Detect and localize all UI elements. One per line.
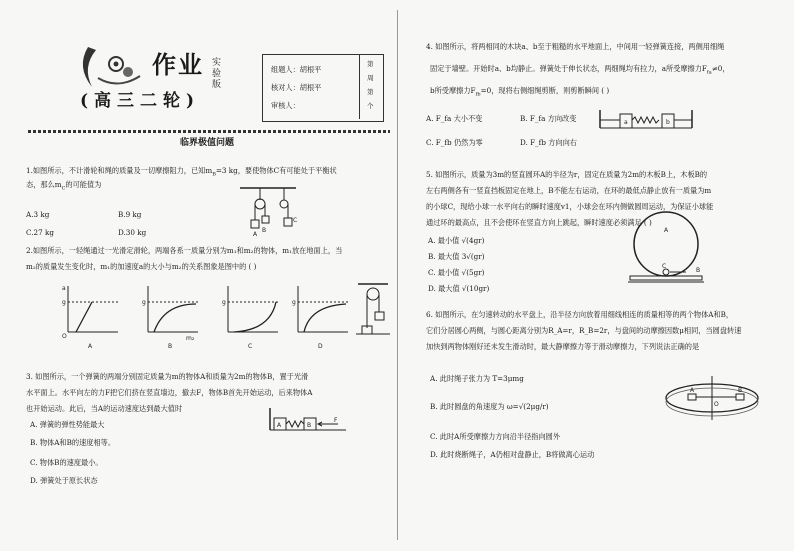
q1-line2 (26, 180, 101, 193)
q2-axis-a: a (62, 285, 66, 292)
q6-line1: 6. 如图所示，在匀速转动的水平盘上，沿半径方向放着用细线相连的质量相等的两个物体A和B， (426, 310, 734, 319)
q4-line2-sub: fa (706, 69, 712, 76)
title-divider (28, 130, 390, 133)
q2-axis-g: g (142, 299, 146, 306)
q3-option-c[interactable]: C. 物体B的速度最小。 (30, 458, 103, 467)
q6-disc-figure (660, 376, 760, 422)
q3-fig-label-a: A (277, 422, 282, 429)
q5-fig-label-a: A (664, 227, 669, 234)
right-column (398, 0, 794, 551)
q6-option-a[interactable]: A. 此时绳子张力为 T=3μmg (430, 374, 524, 383)
q3-line2: 水平面上。水平向左的力F把它们挤在竖直墙边，撤去F，物体B首先开始运动，后来物体A (26, 388, 313, 397)
edition-char: 版 (212, 80, 222, 90)
header-subtitle: (高三二轮) (80, 91, 201, 111)
info-box (262, 54, 384, 122)
q5-line4: 通过环的最高点，且不会使环在竖直方向上跳起，瞬时速度必须满足 ( ) (426, 218, 652, 227)
q2-graph-b[interactable] (142, 286, 198, 350)
q1-option-c[interactable]: C.27 kg (26, 228, 54, 237)
q1-option-a[interactable]: A.3 kg (26, 210, 50, 219)
q1-sub2: C (61, 185, 66, 192)
edition-char: 验 (212, 69, 222, 79)
q5-ring-figure (626, 210, 706, 282)
q5-fig-label-c: C (662, 263, 667, 270)
header-edition (212, 58, 224, 91)
q3-fig-label-b: B (307, 422, 312, 429)
q4-line2-text: 固定于墙壁。开始时a、b均静止。弹簧处于伸长状态，两细绳均有拉力，a所受摩擦力F (430, 64, 707, 73)
q2-axis-o: O (62, 333, 67, 340)
q5-fig-label-b: B (696, 267, 701, 274)
q6-fig-label-b: B (738, 387, 743, 394)
q4-fig-label-b: b (666, 119, 670, 126)
composer-label: 组题人：胡根平 (271, 65, 322, 74)
q3-spring-figure (268, 408, 348, 432)
q4-option-a[interactable]: A. F_fa 大小不变 (426, 114, 483, 123)
q6-fig-label-o: O (714, 401, 719, 408)
q5-line1: 5. 如图所示，质量为3m的竖直圆环A的半径为r，固定在质量为2m的木板B上，木板B的 (426, 170, 708, 179)
q1-text4: 的可能值为 (65, 180, 102, 189)
q6-option-d[interactable]: D. 此时烧断绳子，A仍相对盘静止，B将做离心运动 (430, 450, 595, 459)
q4-line3-text: b所受摩擦力F (430, 86, 476, 95)
period-char: 第 (367, 88, 374, 96)
q4-spring-figure (598, 108, 694, 130)
q6-fig-label-a: A (690, 387, 695, 394)
q2-pulley-figure (356, 284, 390, 334)
q1-text2: =3 kg，要使物体C有可能处于平衡状 (215, 166, 337, 175)
q2-graph-c[interactable] (222, 286, 278, 350)
q2-axis-g: g (222, 299, 226, 306)
q4-fig-label-a: a (624, 119, 628, 126)
q3-line3: 也开始运动。此后，当A的运动速度达到最大值时 (26, 404, 183, 413)
q2-axis-g: g (292, 299, 296, 306)
q4-option-c[interactable]: C. F_fb 仍然为零 (426, 138, 483, 147)
edition-char: 实 (212, 58, 222, 68)
q2-label-a: A (88, 343, 93, 350)
q6-option-c[interactable]: C. 此时A所受摩擦力方向沿半径指向圆外 (430, 432, 561, 441)
q3-fig-label-f: F (334, 417, 338, 424)
period-char: 周 (367, 74, 374, 82)
crescent-logo-icon (78, 42, 148, 92)
q1-fig-label-c: C (293, 217, 298, 224)
q4-line3-end: =0，现将右侧细绳剪断，则剪断瞬间 ( ) (480, 86, 610, 95)
q6-line3: 加快到两物体刚好还未发生滑动时，最大静摩擦力等于滑动摩擦力，下列说法正确的是 (426, 342, 700, 351)
q2-label-d: D (318, 343, 323, 350)
q5-line2: 左右两侧各有一竖直挡板固定在地上，B不能左右运动，在环的最低点静止放有一质量为m (426, 186, 712, 195)
q1-fig-label-b: B (262, 227, 267, 234)
q4-line2 (430, 64, 730, 77)
q2-label-b: B (168, 343, 173, 350)
q2-line1: 2.如图所示，一轻绳通过一光滑定滑轮，两端各系一质量分别为m₁和m₂的物体，m₁放在地面上，当 (26, 246, 343, 255)
period-box (359, 55, 382, 119)
q3-line1: 3. 如图所示，一个弹簧的两端分别固定质量为m的物体A和质量为2m的物体B，置于光滑 (26, 372, 309, 381)
q5-option-b[interactable]: B. 最大值 3√(gr) (428, 252, 485, 261)
q1-option-b[interactable]: B.9 kg (118, 210, 142, 219)
q2-axis-m: m₂ (186, 335, 195, 342)
q5-option-a[interactable]: A. 最小值 √(4gr) (428, 236, 485, 245)
q5-option-c[interactable]: C. 最小值 √(5gr) (428, 268, 485, 277)
q3-option-d[interactable]: D. 弹簧处于原长状态 (30, 476, 98, 485)
q2-graph-d[interactable] (292, 286, 348, 350)
q1-option-d[interactable]: D.30 kg (118, 228, 147, 237)
q4-line1: 4. 如图所示，将两相同的木块a、b至于粗糙的水平地面上，中间用一轻弹簧连接，两侧用细绳 (426, 42, 725, 51)
q4-line2-end: ≠0， (711, 64, 730, 73)
q3-option-a[interactable]: A. 弹簧的弹性势能最大 (30, 420, 105, 429)
q2-graph-a[interactable] (62, 285, 118, 350)
q6-option-b[interactable]: B. 此时圆盘的角速度为 ω=√(2μg/r) (430, 402, 549, 411)
q1-pulley-figure (240, 186, 300, 236)
header-title-main: 作业 (152, 50, 204, 79)
section-title: 临界极值问题 (180, 138, 235, 148)
q4-line3-sub: fb (475, 91, 481, 98)
period-char: 个 (367, 102, 374, 110)
q2-label-c: C (248, 343, 253, 350)
q2-graphs (48, 282, 388, 350)
q1-text1: 1.如图所示，不计滑轮和绳的质量及一切摩擦阻力，已知m (26, 166, 213, 175)
q4-option-d[interactable]: D. F_fb 方向向右 (520, 138, 577, 147)
checker-label: 核对人：胡根平 (271, 83, 322, 92)
q5-option-d[interactable]: D. 最大值 √(10gr) (428, 284, 490, 293)
reviewer-label: 审核人： (271, 101, 300, 110)
q4-option-b[interactable]: B. F_fa 方向改变 (520, 114, 577, 123)
q2-line2: m₂的质量发生变化时，m₁的加速度a的大小与m₂的关系图象是图中的 ( ) (26, 262, 257, 271)
q6-line2: 它们分居圆心两侧，与圆心距离分别为R_A=r，R_B=2r，与盘间的动摩擦因数μ相同，当圆盘转速 (426, 326, 742, 335)
q1-sub1: B (212, 171, 216, 178)
q2-axis-g: g (62, 299, 66, 306)
q4-line3 (430, 86, 609, 99)
q3-option-b[interactable]: B. 物体A和B的速度相等。 (30, 438, 116, 447)
q1-line1 (26, 166, 337, 179)
q5-line3: 的小球C，现给小球一水平向右的瞬时速度v1，小球会在环内侧做圆周运动，为保证小球能 (426, 202, 714, 211)
q1-fig-label-a: A (253, 231, 258, 238)
period-char: 第 (367, 60, 374, 68)
q1-text3: 态，那么m (26, 180, 62, 189)
